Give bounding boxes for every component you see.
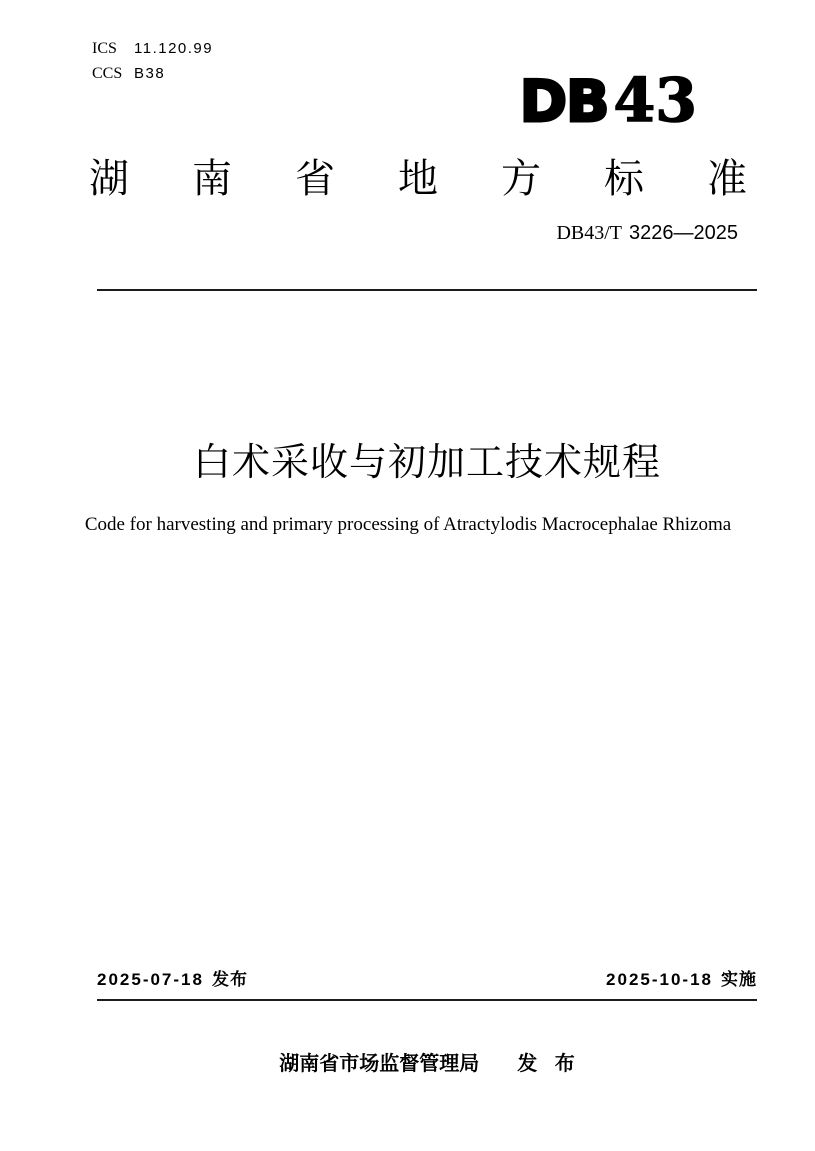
standard-number-prefix: DB43/T <box>556 222 623 244</box>
ccs-code <box>92 61 213 86</box>
db43-logo <box>520 66 697 136</box>
issue-label: 发布 <box>211 970 248 989</box>
ics-label: ICS <box>92 40 117 57</box>
issue-date-group <box>97 968 248 992</box>
ics-code <box>92 36 213 61</box>
implementation-date-group <box>606 968 757 992</box>
implementation-label: 实施 <box>721 970 757 989</box>
ics-value: 11.120.99 <box>134 40 214 57</box>
header-divider-line <box>97 289 757 291</box>
publish-action-label: 发 布 <box>517 1053 575 1075</box>
db43-logo-region-code: 43 <box>613 66 697 136</box>
standard-type-heading: 湖南省地方标准 <box>89 157 810 201</box>
ccs-value: B38 <box>134 65 166 82</box>
dates-row <box>97 968 757 992</box>
publisher-row <box>97 1051 757 1077</box>
classification-codes <box>92 36 213 86</box>
issue-date: 2025-07-18 <box>97 970 204 989</box>
document-title-cn: 白术采收与初加工技术规程 <box>192 442 661 484</box>
implementation-date: 2025-10-18 <box>606 970 713 989</box>
standard-number-code: 3226—2025 <box>629 222 738 244</box>
footer-divider-line <box>97 999 757 1001</box>
db43-logo-db: DB <box>519 69 609 135</box>
publisher-name: 湖南省市场监督管理局 <box>279 1053 480 1075</box>
ccs-label: CCS <box>92 65 123 82</box>
standard-number <box>556 221 738 245</box>
document-title-en: Code for harvesting and primary processing of Atractylodis Macrocephalae Rhizoma <box>84 514 732 535</box>
